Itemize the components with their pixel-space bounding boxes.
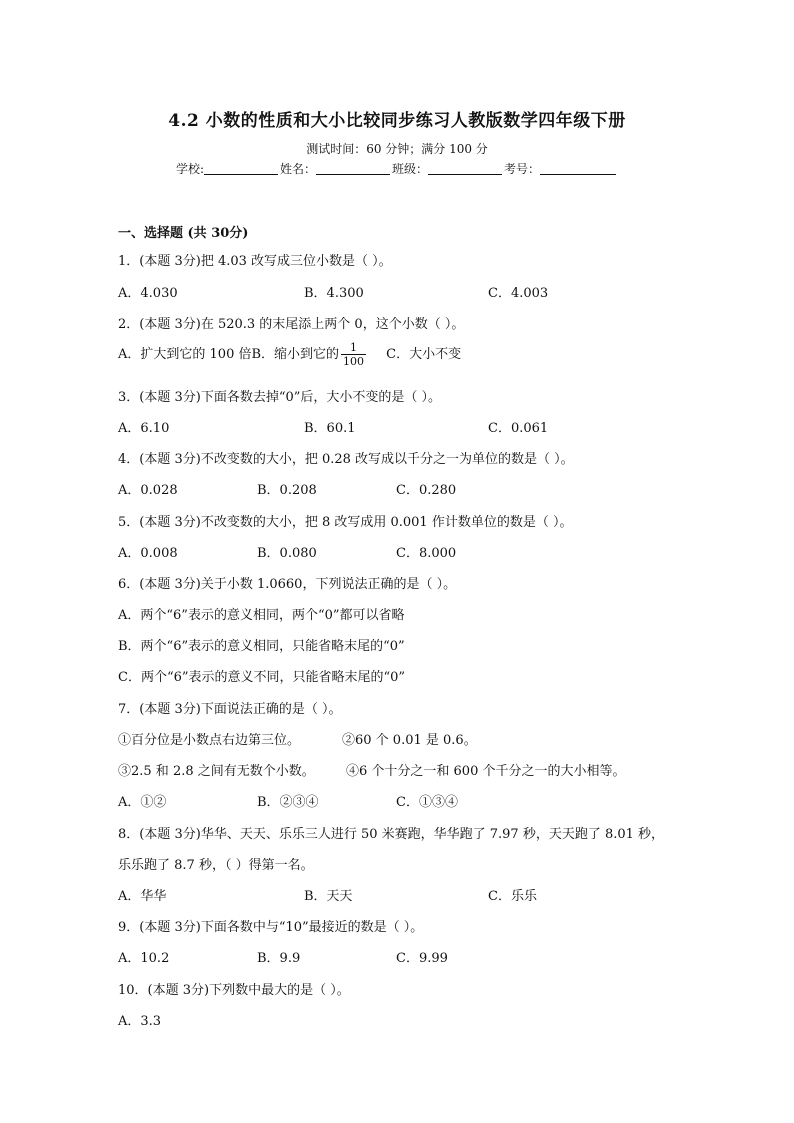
school-label: 学校: — [175, 162, 204, 176]
exam-no-label: 考号： — [504, 162, 541, 176]
test-info: 测试时间：60 分钟；满分 100 分 — [306, 142, 488, 156]
question-8-option-c: C．乐乐 — [488, 889, 537, 904]
question-10-option-a: A．3.3 — [118, 1014, 162, 1029]
question-7-statement-4: ④6 个十分之一和 600 个千分之一的大小相等。 — [346, 764, 626, 779]
question-4-option-b: B．0.208 — [257, 483, 317, 498]
question-1-option-c: C．4.003 — [488, 286, 549, 301]
page-title: 4.2 小数的性质和大小比较同步练习人教版数学四年级下册 — [168, 111, 626, 131]
question-8-stem-line-2: 乐乐跑了 8.7 秒，（ ）得第一名。 — [118, 858, 314, 873]
question-3-option-c: C．0.061 — [488, 421, 549, 436]
class-blank[interactable] — [428, 162, 502, 175]
question-8-option-a: A．华华 — [118, 889, 167, 904]
class-label: 班级： — [392, 162, 429, 176]
question-2-options — [118, 340, 461, 370]
question-2-option-b: B．缩小到它的 — [251, 347, 340, 362]
question-9-option-c: C．9.99 — [396, 951, 448, 966]
fraction-one-hundredth: $\frac{1}{100}$ — [343, 341, 365, 368]
name-blank[interactable] — [316, 162, 390, 175]
question-4-stem: 4．(本题 3分)不改变数的大小，把 0.28 改写成以千分之一为单位的数是（ ）。 — [118, 452, 574, 467]
question-3-option-a: A．6.10 — [118, 421, 170, 436]
question-1-option-a: A．4.030 — [118, 286, 178, 301]
question-8-stem-line-1: 8．(本题 3分)华华、天天、乐乐三人进行 50 米赛跑，华华跑了 7.97 秒，天天跑了 8.01 秒， — [118, 827, 665, 842]
question-5-option-a: A．0.008 — [118, 546, 178, 561]
question-7-statement-3: ③2.5 和 2.8 之间有无数个小数。 — [118, 764, 315, 779]
question-5-option-c: C．8.000 — [396, 546, 457, 561]
question-9-option-b: B．9.9 — [257, 951, 301, 966]
question-4-option-a: A．0.028 — [118, 483, 178, 498]
question-7-statement-1: ①百分位是小数点右边第三位。 — [118, 733, 301, 748]
question-6-option-b: B．两个“6”表示的意义相同，只能省略末尾的“0” — [118, 639, 405, 654]
question-9-stem: 9．(本题 3分)下面各数中与“10”最接近的数是（ ）。 — [118, 920, 424, 935]
question-5-stem: 5．(本题 3分)不改变数的大小，把 8 改写成用 0.001 作计数单位的数是（ ）。 — [118, 515, 573, 530]
question-1-stem: 1．(本题 3分)把 4.03 改写成三位小数是（ ）。 — [118, 254, 392, 269]
question-2-option-a: A．扩大到它的 100 倍 — [118, 347, 252, 362]
question-7-option-c: C．①③④ — [396, 795, 458, 810]
question-7-stem: 7．(本题 3分)下面说法正确的是（ ）。 — [118, 702, 342, 717]
question-8-option-b: B．天天 — [304, 889, 353, 904]
question-2-option-c: C．大小不变 — [386, 347, 462, 362]
question-4-option-c: C．0.280 — [396, 483, 457, 498]
question-3-option-b: B．60.1 — [304, 421, 356, 436]
question-6-option-c: C．两个“6”表示的意义不同，只能省略末尾的“0” — [118, 670, 406, 685]
section-title: 一、选择题 (共 30分) — [118, 226, 249, 241]
question-7-option-b: B．②③④ — [257, 795, 319, 810]
question-3-stem: 3．(本题 3分)下面各数去掉“0”后，大小不变的是（ ）。 — [118, 390, 442, 405]
question-2-stem: 2．(本题 3分)在 520.3 的末尾添上两个 0，这个小数（ ）。 — [118, 317, 465, 332]
question-5-option-b: B．0.080 — [257, 546, 317, 561]
name-label: 姓名： — [280, 162, 317, 176]
question-7-option-a: A．①② — [118, 795, 167, 810]
exam-no-blank[interactable] — [540, 162, 616, 175]
student-info-line — [0, 160, 794, 177]
question-10-stem: 10．(本题 3分)下列数中最大的是（ ）。 — [118, 983, 350, 998]
question-1-option-b: B．4.300 — [304, 286, 364, 301]
question-6-option-a: A．两个“6”表示的意义相同，两个“0”都可以省略 — [118, 608, 405, 623]
school-blank[interactable] — [204, 162, 278, 175]
question-9-option-a: A．10.2 — [118, 951, 170, 966]
question-7-statement-2: ②60 个 0.01 是 0.6。 — [342, 733, 477, 748]
question-6-stem: 6．(本题 3分)关于小数 1.0660，下列说法正确的是（ ）。 — [118, 577, 457, 592]
